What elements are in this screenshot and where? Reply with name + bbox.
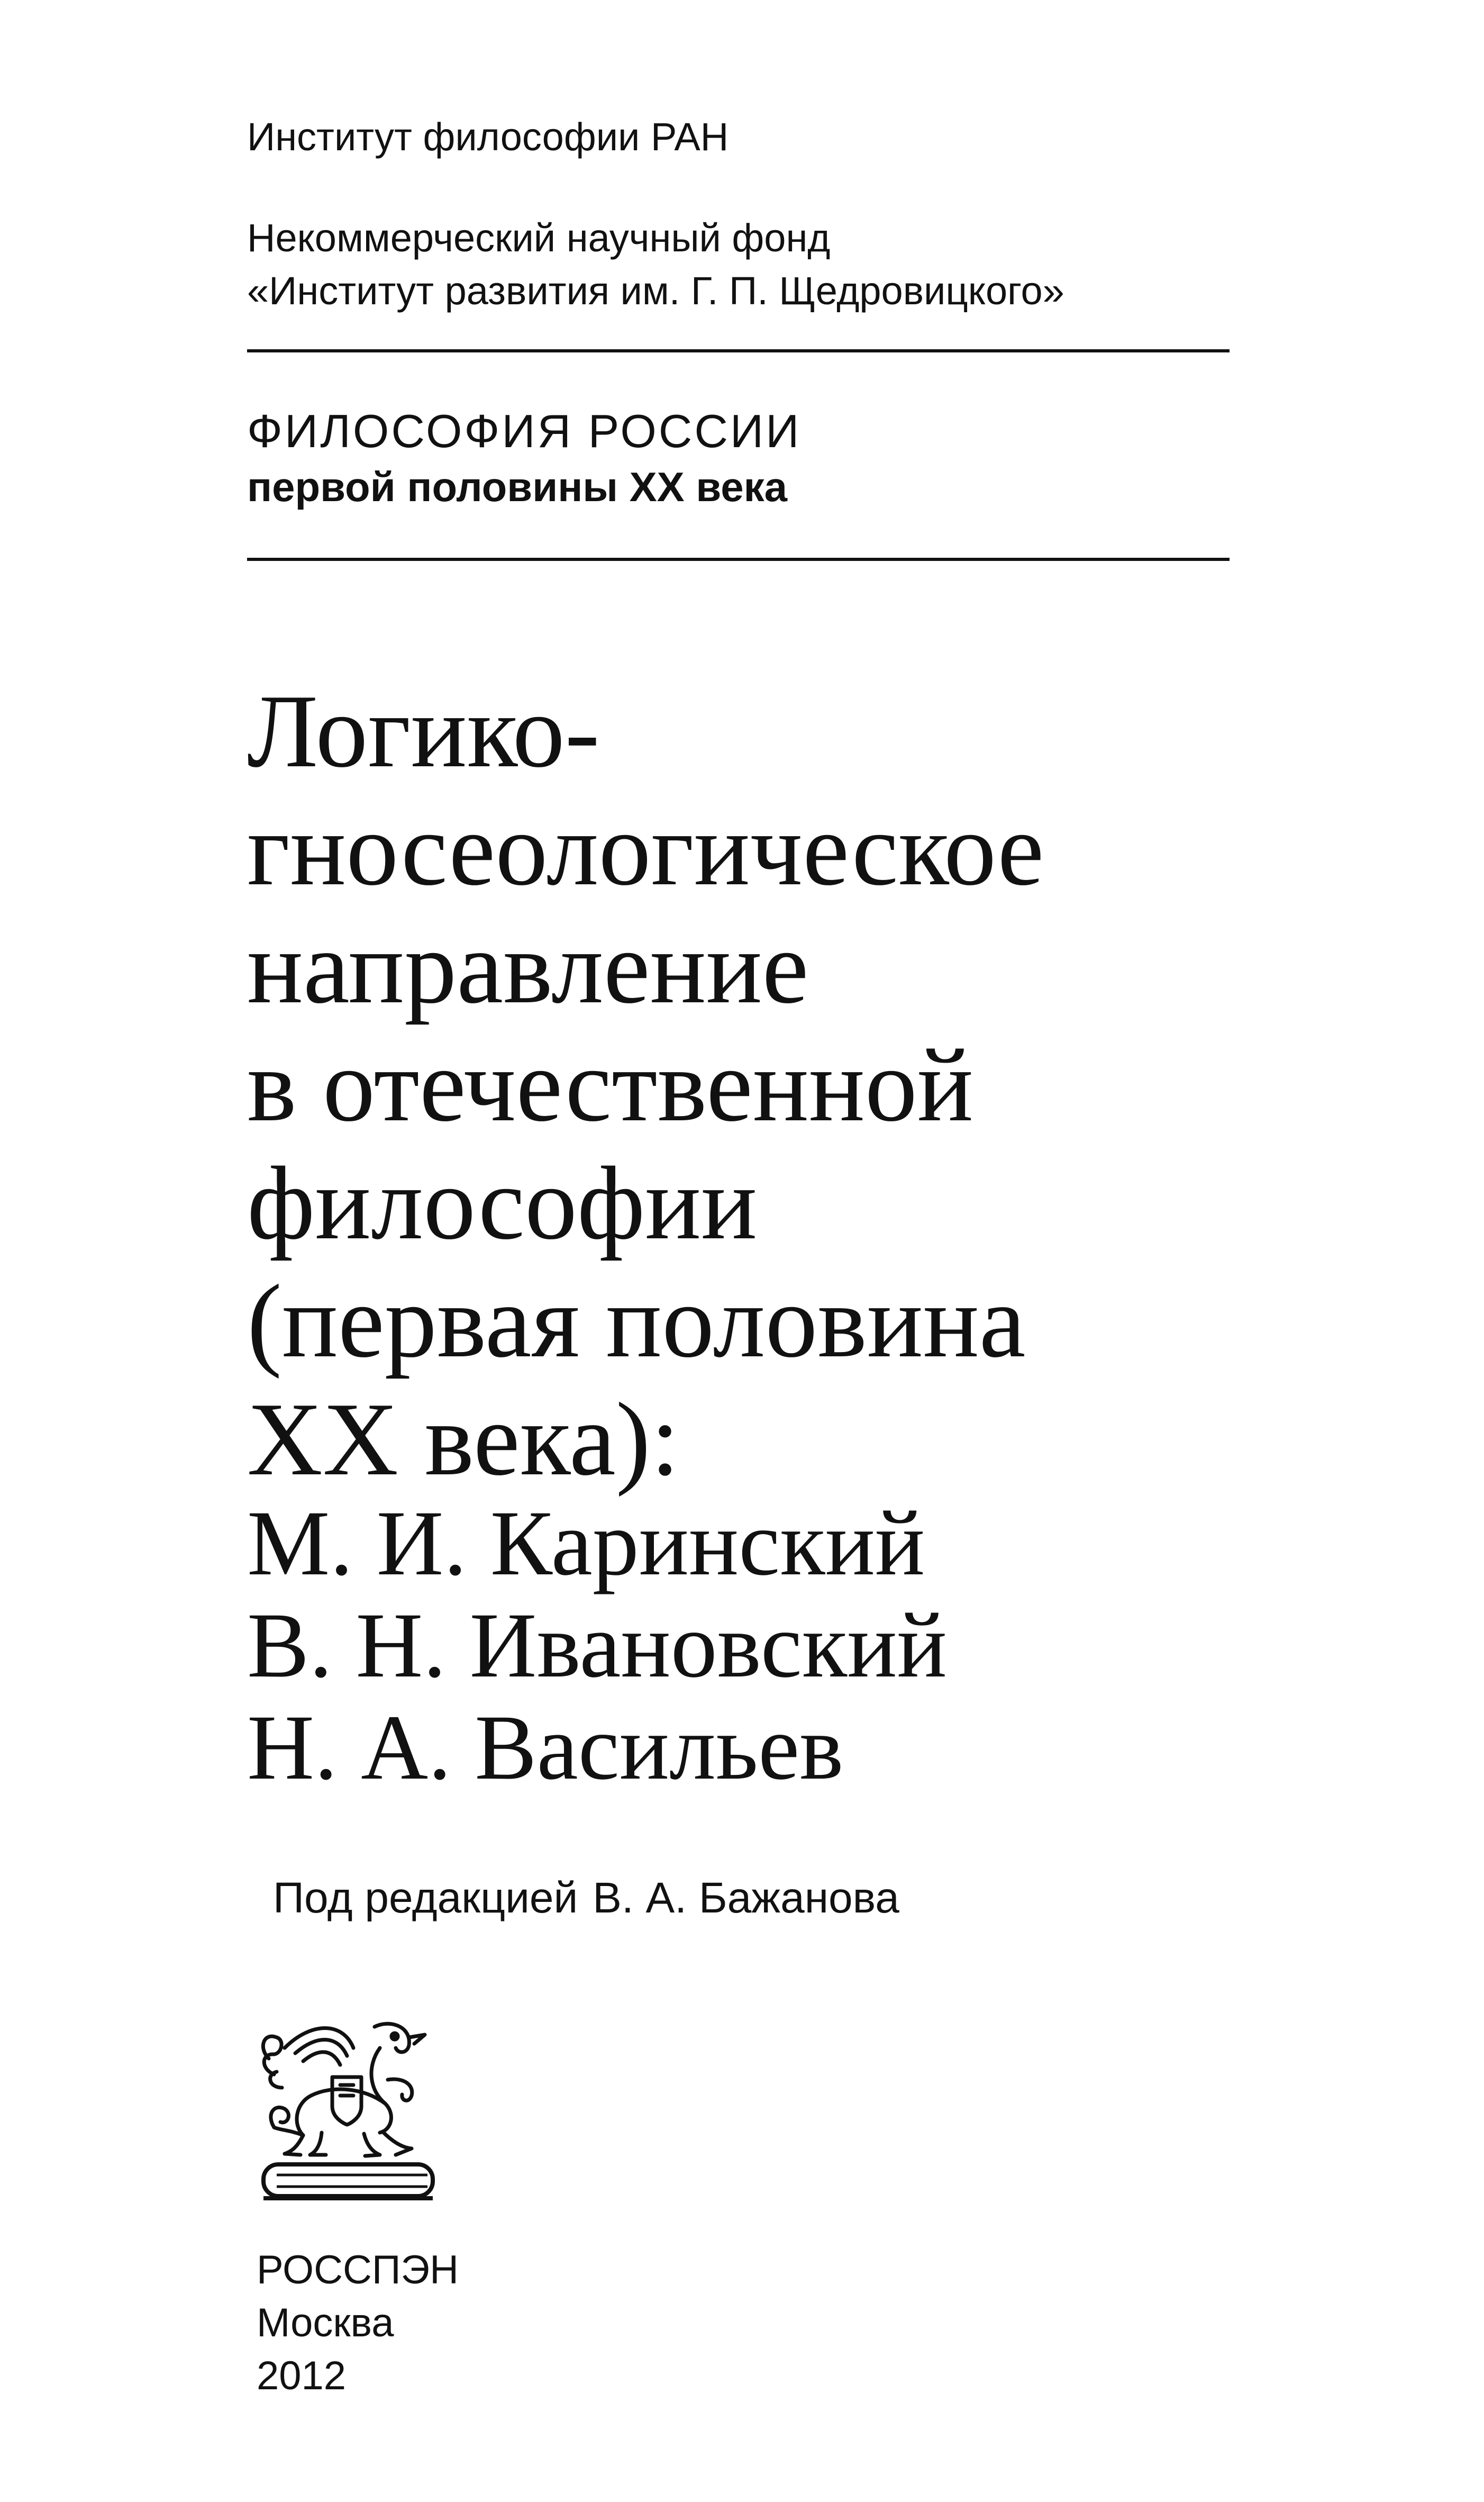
top-divider xyxy=(247,349,1230,352)
editor-credit xyxy=(273,1873,899,1923)
author-name: Н. А. Васильев xyxy=(247,1696,844,1799)
title-line: Логико- xyxy=(247,673,600,789)
foundation-line-1: Некоммерческий научный фонд xyxy=(247,216,831,260)
series-divider xyxy=(247,558,1230,561)
series-block xyxy=(247,402,801,513)
author-name: В. Н. Ивановский xyxy=(247,1594,947,1697)
publisher-name: РОССПЭН xyxy=(257,2247,459,2292)
title-line: XX века): xyxy=(247,1381,680,1497)
publication-year: 2012 xyxy=(257,2353,347,2398)
griffin-on-book-logo-icon xyxy=(253,2016,443,2217)
foundation-name xyxy=(247,212,1064,318)
editor-name: В. А. Бажанова xyxy=(593,1874,899,1922)
series-title: ФИЛОСОФИЯ РОССИИ xyxy=(247,405,802,457)
title-line: философии xyxy=(247,1145,758,1261)
editor-prefix: Под редакцией xyxy=(273,1874,578,1922)
title-line: в отечественной xyxy=(247,1027,973,1143)
author-name: М. И. Каринский xyxy=(247,1492,925,1595)
authors-list xyxy=(247,1492,947,1799)
book-title xyxy=(247,672,1044,1498)
title-line: направление xyxy=(247,909,809,1025)
institute-name: Институт философии РАН xyxy=(247,115,729,159)
title-line: (первая половина xyxy=(247,1263,1026,1379)
publisher-block xyxy=(257,2244,459,2403)
title-line: гносеологическое xyxy=(247,791,1044,907)
publisher-city: Москва xyxy=(257,2300,394,2345)
series-subtitle: первой половины XX века xyxy=(247,464,788,510)
foundation-line-2: «Институт развития им. Г. П. Щедровицкого» xyxy=(247,269,1064,313)
